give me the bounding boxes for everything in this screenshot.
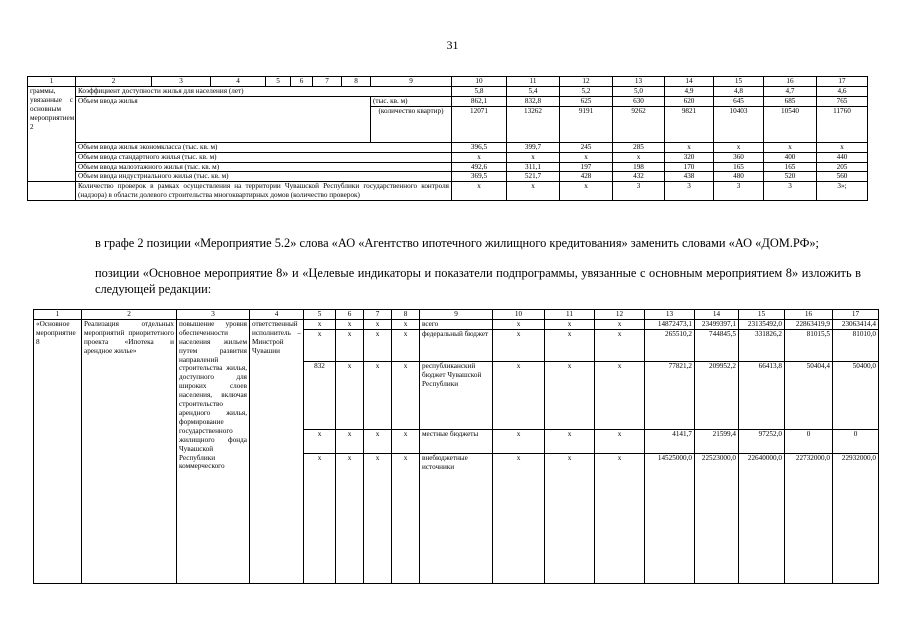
table-header-row: [28, 77, 868, 87]
header-cell: 8: [392, 310, 420, 320]
value-cell: 492,6: [452, 162, 507, 172]
indicator-label: Количество проверок в рамках осуществления на территории Чувашской Республики государственного контроля (надзора) в области долевого строительства многоквартирных домов (количество проверок): [76, 182, 452, 201]
value-cell: 22932000,0: [833, 453, 879, 583]
header-cell: 9: [371, 77, 452, 87]
table-header-row: [34, 310, 879, 320]
value-cell: 3: [764, 182, 817, 201]
indicator-label: Объем ввода стандартного жилья (тыс. кв. м): [76, 152, 452, 162]
value-cell: 0: [785, 429, 833, 453]
value-cell: 22523000,0: [695, 453, 739, 583]
value-cell: 14525000,0: [645, 453, 695, 583]
value-cell: 14872473,1: [645, 319, 695, 329]
value-cell: 5,0: [613, 86, 665, 96]
value-cell: 245: [560, 142, 613, 152]
value-cell: 22640000,0: [739, 453, 785, 583]
value-cell: x: [545, 319, 595, 329]
header-cell: 15: [714, 77, 764, 87]
value-cell: 4141,7: [645, 429, 695, 453]
value-cell: x: [613, 152, 665, 162]
value-cell: 620: [665, 96, 714, 106]
amendment-paragraph-1: в графе 2 позиции «Мероприятие 5.2» слова «АО «Агентство ипотечного жилищного кредитования» заменить словами «АО «ДОМ.РФ»;: [95, 236, 819, 250]
indicator-label: Коэффициент доступности жилья для населения (лет): [76, 86, 452, 96]
code-cell: x: [304, 429, 336, 453]
funding-source-cell: всего: [420, 319, 493, 329]
header-cell: 1: [28, 77, 76, 87]
value-cell: x: [493, 453, 545, 583]
value-cell: 320: [665, 152, 714, 162]
value-cell: 9191: [560, 106, 613, 142]
value-cell: x: [817, 142, 868, 152]
header-cell: 16: [785, 310, 833, 320]
value-cell: x: [714, 142, 764, 152]
table-row: [28, 96, 868, 106]
header-cell: 8: [342, 77, 371, 87]
value-cell: 81010,0: [833, 329, 879, 361]
value-cell: 5,2: [560, 86, 613, 96]
unit-cell: (количество квартир): [371, 106, 452, 142]
main-activity-table: [33, 309, 879, 584]
value-cell: 630: [613, 96, 665, 106]
header-cell: 4: [211, 77, 266, 87]
value-cell: 521,7: [507, 172, 560, 182]
value-cell: x: [560, 152, 613, 162]
value-cell: 265510,2: [645, 329, 695, 361]
value-cell: 520: [764, 172, 817, 182]
header-cell: 3: [152, 77, 211, 87]
value-cell: x: [595, 453, 645, 583]
header-cell: 1: [34, 310, 82, 320]
value-cell: 399,7: [507, 142, 560, 152]
value-cell: x: [452, 182, 507, 201]
header-cell: 13: [613, 77, 665, 87]
value-cell: 13262: [507, 106, 560, 142]
value-cell: 331826,2: [739, 329, 785, 361]
value-cell: 311,1: [507, 162, 560, 172]
code-cell: x: [336, 361, 364, 429]
code-cell: x: [336, 453, 364, 583]
header-cell: 2: [82, 310, 177, 320]
executor-cell: ответственный исполнитель – Минстрой Чувашии: [250, 319, 304, 583]
header-cell: 6: [336, 310, 364, 320]
value-cell: 9262: [613, 106, 665, 142]
value-cell: x: [507, 182, 560, 201]
value-cell: 625: [560, 96, 613, 106]
header-cell: 14: [695, 310, 739, 320]
value-cell: x: [665, 142, 714, 152]
value-cell: 209952,2: [695, 361, 739, 429]
header-cell: 9: [420, 310, 493, 320]
activity-number-cell: «Основное мероприятие 8: [34, 319, 82, 583]
header-cell: 2: [76, 77, 152, 87]
value-cell: 3»;: [817, 182, 868, 201]
code-cell: x: [364, 361, 392, 429]
funding-source-cell: республиканский бюджет Чувашской Республики: [420, 361, 493, 429]
value-cell: x: [595, 319, 645, 329]
value-cell: 5,4: [507, 86, 560, 96]
value-cell: 4,7: [764, 86, 817, 96]
value-cell: 11760: [817, 106, 868, 142]
header-cell: 17: [833, 310, 879, 320]
value-cell: 4,9: [665, 86, 714, 96]
value-cell: 66413,8: [739, 361, 785, 429]
value-cell: 3: [613, 182, 665, 201]
header-cell: 12: [595, 310, 645, 320]
value-cell: 9821: [665, 106, 714, 142]
code-cell: 832: [304, 361, 336, 429]
value-cell: x: [493, 329, 545, 361]
activity-name-cell: Реализация отдельных мероприятий приоритетного проекта «Ипотека и арендное жилье»: [82, 319, 177, 583]
code-cell: x: [392, 429, 420, 453]
funding-source-cell: внебюджетные источники: [420, 453, 493, 583]
empty-cell: [28, 182, 76, 201]
funding-source-cell: местные бюджеты: [420, 429, 493, 453]
amendment-paragraph-2: позиции «Основное мероприятие 8» и «Целевые индикаторы и показатели подпрограммы, увязанные с основным мероприятием 8» изложить в следующей редакции:: [95, 266, 861, 296]
value-cell: 832,8: [507, 96, 560, 106]
header-cell: 10: [452, 77, 507, 87]
value-cell: 3: [665, 182, 714, 201]
value-cell: 0: [833, 429, 879, 453]
header-cell: 5: [266, 77, 291, 87]
indicator-label: Объем ввода индустриального жилья (тыс. кв. м): [76, 172, 452, 182]
header-cell: 15: [739, 310, 785, 320]
value-cell: x: [493, 361, 545, 429]
value-cell: 765: [817, 96, 868, 106]
value-cell: 369,5: [452, 172, 507, 182]
code-cell: x: [304, 453, 336, 583]
table-row: [28, 172, 868, 182]
activity-goal-cell: повышение уровня обеспеченности населения жильем путем развития направлений строительства жилья, доступного для широких слоев населения, включая строительство арендного жилья, формирование государственного жилищного фонда Чувашской Республики коммерческого: [177, 319, 250, 583]
value-cell: 23063414,4: [833, 319, 879, 329]
value-cell: 10403: [714, 106, 764, 142]
value-cell: 23135492,0: [739, 319, 785, 329]
indicators-table: [27, 76, 868, 201]
value-cell: 438: [665, 172, 714, 182]
code-cell: x: [336, 329, 364, 361]
header-cell: 5: [304, 310, 336, 320]
value-cell: x: [545, 361, 595, 429]
value-cell: x: [493, 429, 545, 453]
value-cell: 4,8: [714, 86, 764, 96]
indicator-label: Объем ввода жилья экономкласса (тыс. кв. м): [76, 142, 452, 152]
header-cell: 14: [665, 77, 714, 87]
value-cell: x: [595, 429, 645, 453]
value-cell: x: [595, 361, 645, 429]
table-row: [28, 162, 868, 172]
header-cell: 7: [364, 310, 392, 320]
header-cell: 6: [291, 77, 313, 87]
value-cell: 22732000,0: [785, 453, 833, 583]
header-cell: 10: [493, 310, 545, 320]
value-cell: 432: [613, 172, 665, 182]
code-cell: x: [364, 453, 392, 583]
value-cell: x: [545, 429, 595, 453]
header-cell: 11: [545, 310, 595, 320]
value-cell: 744845,5: [695, 329, 739, 361]
funding-source-cell: федеральный бюджет: [420, 329, 493, 361]
value-cell: 165: [714, 162, 764, 172]
value-cell: 396,5: [452, 142, 507, 152]
value-cell: x: [507, 152, 560, 162]
value-cell: 5,8: [452, 86, 507, 96]
page-number: 31: [446, 38, 459, 52]
value-cell: 77821,2: [645, 361, 695, 429]
code-cell: x: [392, 453, 420, 583]
value-cell: 165: [764, 162, 817, 172]
value-cell: 23499397,1: [695, 319, 739, 329]
value-cell: x: [452, 152, 507, 162]
indicator-label: Объем ввода жилья: [76, 96, 371, 142]
header-cell: 7: [313, 77, 342, 87]
value-cell: x: [595, 329, 645, 361]
code-cell: x: [364, 319, 392, 329]
value-cell: 428: [560, 172, 613, 182]
indicator-label: Объем ввода малоэтажного жилья (тыс. кв. м): [76, 162, 452, 172]
value-cell: 3: [714, 182, 764, 201]
program-name-cell: граммы, увязанные с основным мероприятием 2: [28, 86, 76, 181]
code-cell: x: [392, 361, 420, 429]
header-cell: 3: [177, 310, 250, 320]
table-row: [28, 142, 868, 152]
value-cell: 480: [714, 172, 764, 182]
table-row: [28, 182, 868, 201]
value-cell: 21599,4: [695, 429, 739, 453]
value-cell: 862,1: [452, 96, 507, 106]
code-cell: x: [364, 429, 392, 453]
header-cell: 16: [764, 77, 817, 87]
code-cell: x: [336, 319, 364, 329]
value-cell: 50400,0: [833, 361, 879, 429]
header-cell: 13: [645, 310, 695, 320]
value-cell: 81015,5: [785, 329, 833, 361]
value-cell: 560: [817, 172, 868, 182]
code-cell: x: [336, 429, 364, 453]
value-cell: x: [545, 329, 595, 361]
value-cell: 440: [817, 152, 868, 162]
value-cell: 400: [764, 152, 817, 162]
value-cell: x: [560, 182, 613, 201]
unit-cell: (тыс. кв. м): [371, 96, 452, 106]
header-cell: 4: [250, 310, 304, 320]
value-cell: 360: [714, 152, 764, 162]
header-cell: 12: [560, 77, 613, 87]
value-cell: 50404,4: [785, 361, 833, 429]
code-cell: x: [392, 319, 420, 329]
value-cell: 4,6: [817, 86, 868, 96]
code-cell: x: [392, 329, 420, 361]
code-cell: x: [304, 319, 336, 329]
value-cell: 285: [613, 142, 665, 152]
header-cell: 11: [507, 77, 560, 87]
value-cell: x: [545, 453, 595, 583]
header-cell: 17: [817, 77, 868, 87]
value-cell: 97252,0: [739, 429, 785, 453]
table-row: [28, 152, 868, 162]
value-cell: 645: [714, 96, 764, 106]
value-cell: 198: [613, 162, 665, 172]
table-row: [28, 86, 868, 96]
value-cell: 10540: [764, 106, 817, 142]
value-cell: x: [493, 319, 545, 329]
value-cell: x: [764, 142, 817, 152]
code-cell: x: [364, 329, 392, 361]
value-cell: 22863419,9: [785, 319, 833, 329]
table-row: [34, 319, 879, 329]
code-cell: x: [304, 329, 336, 361]
value-cell: 197: [560, 162, 613, 172]
value-cell: 170: [665, 162, 714, 172]
value-cell: 685: [764, 96, 817, 106]
value-cell: 12071: [452, 106, 507, 142]
value-cell: 205: [817, 162, 868, 172]
